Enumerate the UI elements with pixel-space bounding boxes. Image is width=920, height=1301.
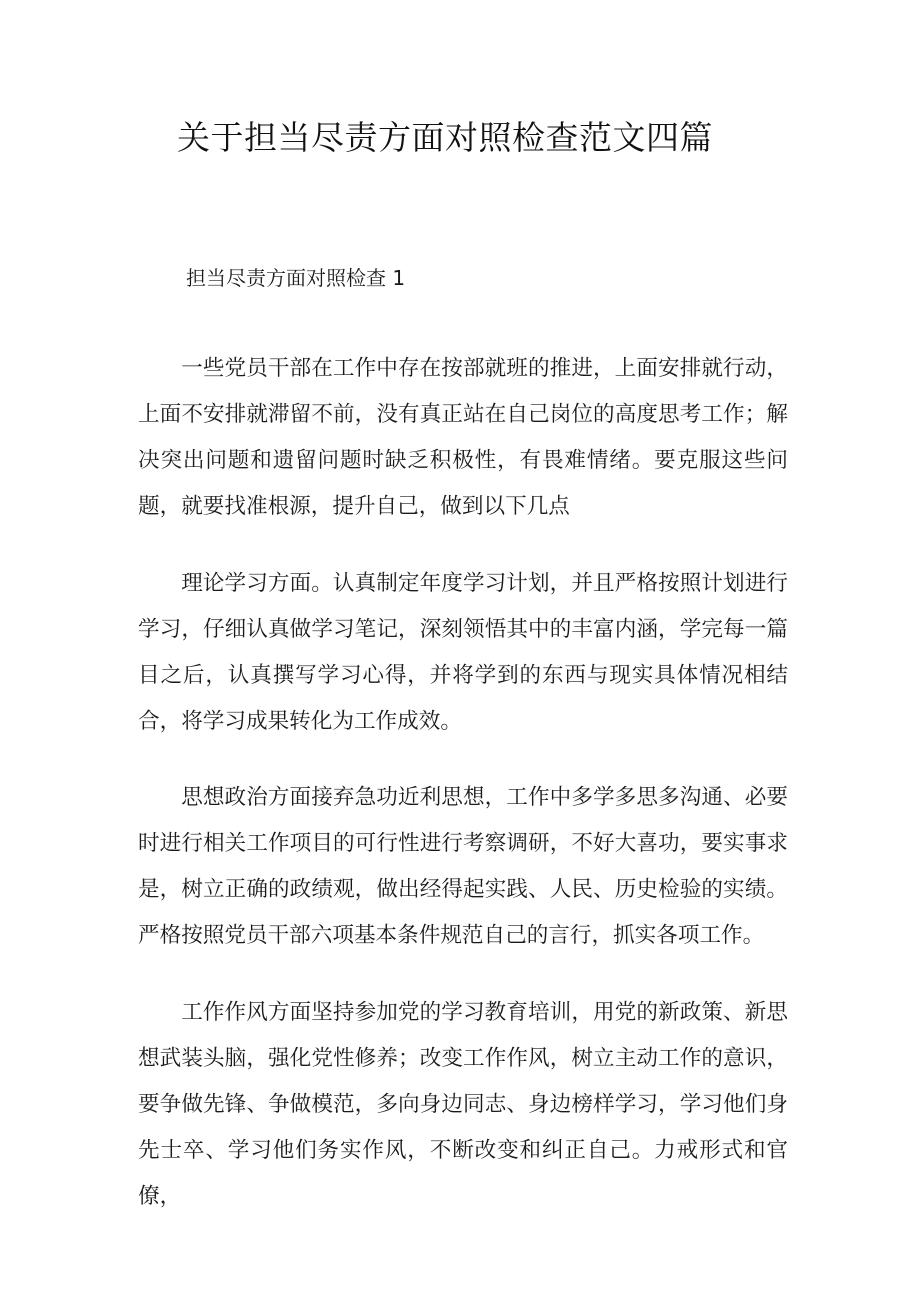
paragraph-theory-study: 理论学习方面。认真制定年度学习计划，并且严格按照计划进行学习，仔细认真做学习笔记，深刻领悟其中的丰富内涵，学完每一篇目之后，认真撰写学习心得，并将学到的东西与现实具体情况相结合，将学习成果转化为工作成效。 xyxy=(138,571,788,734)
paragraph-work-style: 工作作风方面坚持参加党的学习教育培训，用党的新政策、新思想武装头脑，强化党性修养；改变工作作风，树立主动工作的意识，要争做先锋、争做模范，多向身边同志、身边榜样学习，学习他们身先士卒、学习他们务实作风，不断改变和纠正自己。力戒形式和官僚， xyxy=(138,1000,788,1209)
document-title: 关于担当尽责方面对照检查范文四篇 xyxy=(177,118,713,157)
paragraph-ideology-politics: 思想政治方面接弃急功近利思想，工作中多学多思多沟通、必要时进行相关工作项目的可行性进行考察调研，不好大喜功，要实事求是，树立正确的政绩观，做出经得起实践、人民、历史检验的实绩。严格按照党员干部六项基本条件规范自己的言行，抓实各项工作。 xyxy=(138,785,788,948)
section-heading: 担当尽责方面对照检查 1 xyxy=(186,266,406,290)
paragraph-intro: 一些党员干部在工作中存在按部就班的推进，上面安排就行动，上面不安排就滞留不前，没有真正站在自己岗位的高度思考工作；解决突出问题和遗留问题时缺乏积极性，有畏难情绪。要克服这些问题，就要找准根源，提升自己，做到以下几点 xyxy=(138,356,788,519)
